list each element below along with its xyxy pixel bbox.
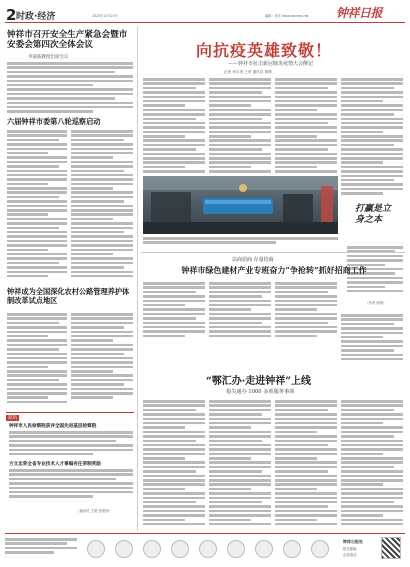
footer-logo-5-icon (199, 540, 217, 558)
footer-logo-1-icon (87, 540, 105, 558)
brand-logo: 钟祥日报 (336, 6, 383, 20)
footer-qr-code-icon (381, 537, 401, 559)
feature-body-col2 (209, 78, 271, 174)
left-article-3-body-col2 (71, 313, 133, 408)
bottom-body-col3 (275, 400, 337, 530)
briefs-box (6, 412, 134, 532)
feature-body-col4 (341, 78, 403, 198)
page-number: 2 (6, 6, 17, 24)
footer-rule (5, 533, 405, 534)
masthead-rule (5, 22, 405, 23)
footer-logo-3-icon (143, 540, 161, 558)
brief-1-title: 钟祥市人民检察院获评全国先进基层检察院 (9, 424, 97, 429)
feature-subhead: ——钟祥市抗击新冠肺炎疫情大会侧记 (228, 61, 314, 67)
feature-photo-caption (143, 237, 338, 249)
footer-logo-8-icon (283, 540, 301, 558)
mid-story-kicker: 以商招商 存量招商 (232, 257, 274, 263)
briefs-label: 简讯 (8, 416, 17, 421)
footer-org-name: 钟祥日报社 (343, 539, 363, 544)
bottom-story-headline: “鄂汇办·走进钟祥”上线 (206, 376, 311, 387)
feature-headline: 向抗疫英雄致敬！ (196, 41, 333, 60)
bottom-story-subhead: 指尖通办 1000 多项服务事项 (226, 389, 295, 395)
mid-body-col4 (341, 314, 403, 366)
left-article-3-body (7, 313, 67, 408)
masthead (0, 0, 410, 28)
brief-2-body (9, 469, 133, 503)
left-headline-1: 钟祥市召开安全生产紧急会暨市安委会第四次全体会议 (7, 30, 128, 50)
mid-body-col2 (209, 282, 271, 342)
feature-body-col1 (143, 78, 205, 174)
left-column-divider (137, 26, 138, 531)
bottom-body-col1 (143, 400, 205, 530)
footer-info-label: 报社邮编 (343, 547, 357, 551)
footer-phone-label: 总机电话 (343, 553, 357, 557)
brief-2-title: 方文忠荣全省专业技术人才事编有任荣制奖励 (9, 462, 101, 467)
bottom-body-col2 (209, 400, 271, 530)
calligraphy-caption: （作者 杨国） (365, 301, 387, 305)
mid-story-headline: 钟祥市绿色建材产业专班奋力“争抢转”抓好招商工作 (181, 265, 367, 275)
feature-byline: 记者 何宇涛 王荣 通讯员 林锋 (224, 70, 272, 74)
footer-logo-9-icon (311, 540, 329, 558)
left-article-2-body-col2 (71, 130, 133, 280)
left-article-2-body (7, 130, 67, 280)
mid-body-col1 (143, 282, 205, 342)
footer-logo-6-icon (227, 540, 245, 558)
footer-legal-text (5, 538, 77, 558)
left-article-1-body (7, 62, 133, 114)
mid-body-col3 (275, 282, 337, 342)
footer-logo-7-icon (255, 540, 273, 558)
bottom-body-col4 (341, 400, 403, 530)
footer (5, 536, 405, 564)
feature-body-col3 (275, 78, 337, 174)
feature-bottom-rule (141, 252, 405, 253)
brief-byline: （通讯员 王超 张建伟） (76, 509, 113, 513)
calligraphy-block (345, 202, 405, 310)
footer-logo-4-icon (171, 540, 189, 558)
left-headline-2: 六届钟祥市委第八轮巡察启动 (7, 117, 101, 126)
left-headline-3: 钟祥成为全国深化农村公路管理养护体制改革试点地区 (7, 287, 130, 305)
date-line: 2020年10月23日 (92, 14, 118, 18)
brief-1-body (9, 431, 133, 459)
factory-photo (143, 176, 338, 234)
footer-logo-2-icon (115, 540, 133, 558)
calligraphy-text: 打赢是立身之本 (355, 204, 392, 225)
section-title: 时政·经济 (16, 12, 56, 22)
editor-line: 编辑：何宇 www.zqnews.net (265, 14, 309, 18)
left-byline-1: 李波陈教授出席会议 (28, 55, 69, 60)
